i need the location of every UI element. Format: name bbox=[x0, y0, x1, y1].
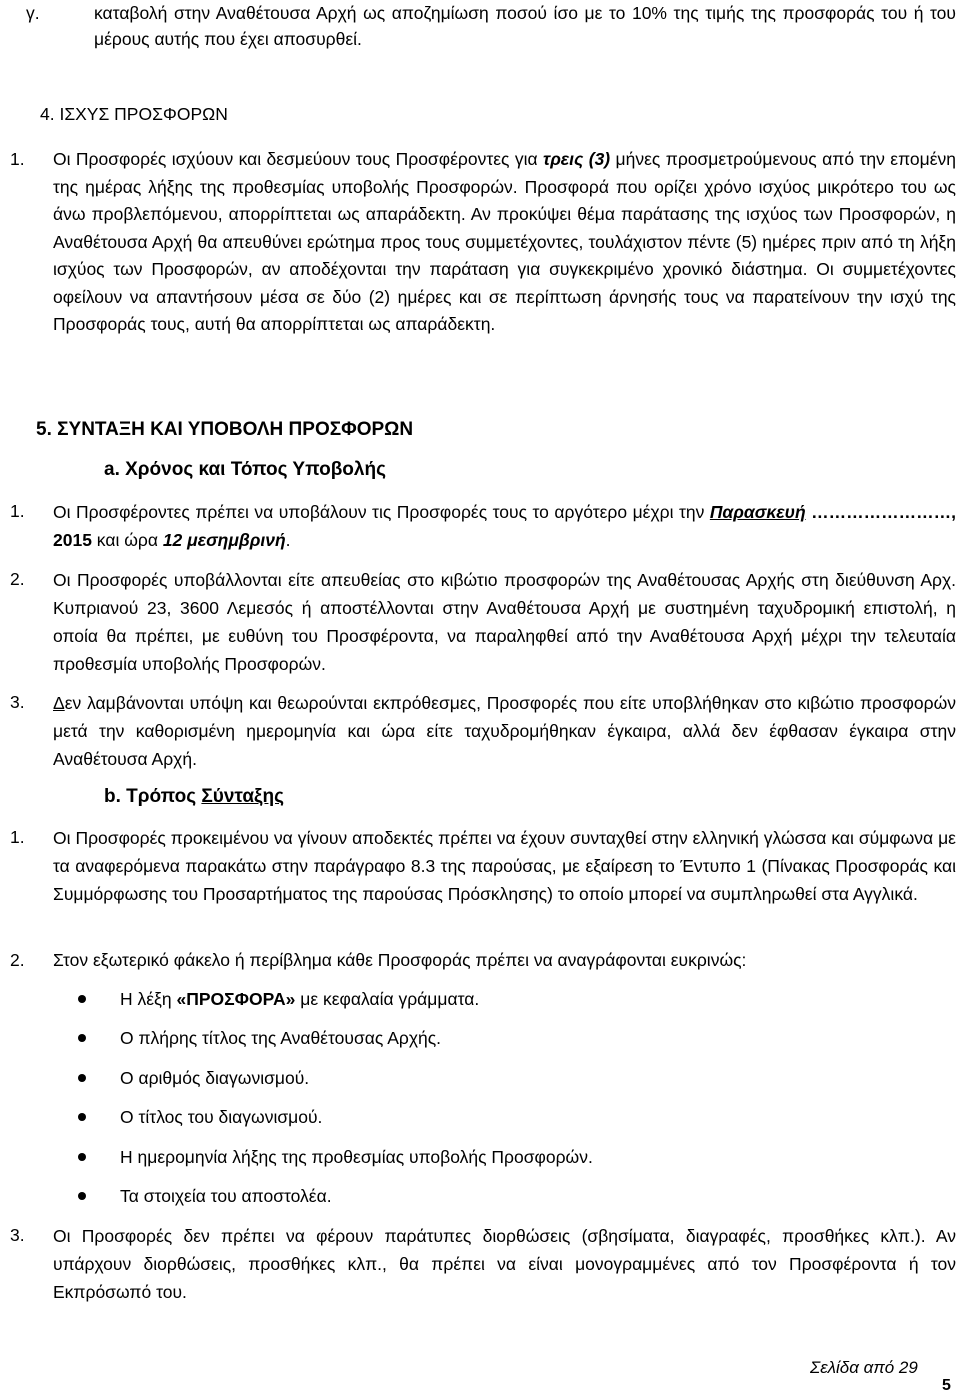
text-span: Σύνταξης bbox=[201, 786, 284, 807]
paragraph-item-c: καταβολή στην Αναθέτουσα Αρχή ως αποζημίωση ποσού ίσο με το 10% της τιμής της προσφοράς του ή του μέρους αυτής που έχει αποσυρθεί. bbox=[94, 3, 956, 49]
paragraph-envelope: Στον εξωτερικό φάκελο ή περίβλημα κάθε Προσφοράς πρέπει να αναγράφονται ευκρινώς: bbox=[53, 950, 747, 970]
list-item: Ο τίτλος του διαγωνισμού. bbox=[120, 1107, 323, 1127]
bullet-icon bbox=[78, 1113, 86, 1121]
item-marker: γ. bbox=[26, 3, 40, 23]
page-number: 5 bbox=[942, 1377, 951, 1394]
list-item: Η ημερομηνία λήξης της προθεσμίας υποβολής Προσφορών. bbox=[120, 1147, 593, 1167]
section-heading-5: 5. ΣΥΝΤΑΞΗ ΚΑΙ ΥΠΟΒΟΛΗ ΠΡΟΣΦΟΡΩΝ bbox=[36, 419, 414, 440]
text-span: b. Τρόπος bbox=[104, 786, 202, 807]
paragraph-corrections: Οι Προσφορές δεν πρέπει να φέρουν παράτυπες διορθώσεις (σβησίματα, διαγραφές, προσθήκες κλπ.). Αν υπάρχουν διορθώσεις, προσθήκες κλπ., θα πρέπει να είναι μονογραμμένες από τον Προσφέροντα ή τον Εκπρόσωπό του. bbox=[53, 1226, 956, 1302]
paragraph-late-offers bbox=[53, 689, 956, 773]
text-span: Η λέξη bbox=[120, 989, 177, 1009]
paragraph-number: 3. bbox=[10, 692, 25, 712]
text-span: Οι Προσφορές ισχύουν και δεσμεύουν τους Προσφέροντες για bbox=[53, 149, 544, 169]
paragraph-validity bbox=[53, 146, 956, 339]
text-span: Οι Προσφέροντες πρέπει να υποβάλουν τις Προσφορές τους το αργότερο μέχρι την bbox=[53, 502, 710, 522]
deadline-year: , 2015 bbox=[53, 502, 956, 550]
paragraph-deadline bbox=[53, 498, 956, 554]
text-span: και ώρα bbox=[91, 530, 163, 550]
paragraph-number: 1. bbox=[10, 501, 25, 521]
bullet-icon bbox=[78, 1192, 86, 1200]
text-span: μήνες προσμετρούμενους από την επομένη της ημέρας λήξης της προθεσμίας υποβολής Προσφορών. Προσφορά που ορίζει χρόνο ισχύος μικρότερο του ως άνω προβλεπόμενου, απορρίπτεται ως απαράδεκτη. Αν προκύψει θέμα παράτασης της ισχύος των Προσφορών, η Αναθέτουσα Αρχή θα απευθύνει ερώτημα προς τους συμμετέχοντες, τουλάχιστον πέντε (5) ημέρες πριν από τη λήξη ισχύος των Προσφορών, αν αποδέχονται την παράταση για συγκεκριμένο χρονικό διάστημα. Οι συμμετέχοντες οφείλουν να απαντήσουν μέσα σε δύο (2) ημέρες και σε περίπτωση άρνησής τους να παρατείνουν την ισχύ της Προσφοράς τους, αυτή θα απορρίπτεται ως απαράδεκτη. bbox=[53, 149, 956, 334]
paragraph-number: 3. bbox=[10, 1225, 25, 1245]
paragraph-number: 1. bbox=[10, 827, 25, 847]
text-span: . bbox=[285, 530, 291, 550]
list-item bbox=[120, 986, 479, 1012]
text-span: με κεφαλαία γράμματα. bbox=[295, 989, 480, 1009]
deadline-date-placeholder: …………………… bbox=[811, 502, 952, 522]
paragraph-language: Οι Προσφορές προκειμένου να γίνουν αποδεκτές πρέπει να έχουν συνταχθεί στην ελληνική γλώσσα και σύμφωνα με τα αναφερόμενα παρακάτω στην παράγραφο 8.3 της παρούσας, με εξαίρεση το Έντυπο 1 (Πίνακας Προσφοράς και Συμμόρφωσης του Προσαρτήματος της παρούσας Πρόσκλησης) το οποίο μπορεί να συμπληρωθεί στα Αγγλικά. bbox=[53, 828, 956, 904]
paragraph-number: 2. bbox=[10, 569, 25, 589]
section-heading-4: 4. ΙΣΧΥΣ ΠΡΟΣΦΟΡΩΝ bbox=[40, 104, 228, 124]
text-span: «ΠΡΟΣΦΟΡΑ» bbox=[176, 989, 296, 1009]
bullet-icon bbox=[78, 995, 86, 1003]
deadline-day: Παρασκευή bbox=[709, 502, 806, 522]
emphasis-text: τρεις (3) bbox=[543, 149, 611, 169]
deadline-time: 12 μεσημβρινή bbox=[162, 530, 286, 550]
subsection-heading-b bbox=[104, 784, 284, 810]
paragraph-submission: Οι Προσφορές υποβάλλονται είτε απευθείας στο κιβώτιο προσφορών της Αναθέτουσας Αρχής στη διεύθυνση Αρχ. Κυπριανού 23, 3600 Λεμεσός ή αποστέλλονται στην Αναθέτουσα Αρχή με συστημένη ταχυδρομική επιστολή, η οποία θα πρέπει, με ευθύνη του Προσφέροντα, να παραληφθεί από την Αναθέτουσα Αρχή μέχρι την τελευταία προθεσμία υποβολής Προσφορών. bbox=[53, 570, 956, 674]
text-span: εν λαμβάνονται υπόψη και θεωρούνται εκπρόθεσμες, Προσφορές που είτε υποβλήθηκαν στο κιβώτιο προσφορών μετά την καθορισμένη ημερομηνία και ώρα είτε ταχυδρομήθηκαν έγκαιρα, αλλά δεν έφθασαν έγκαιρα στην Αναθέτουσα Αρχή. bbox=[53, 693, 956, 769]
bullet-icon bbox=[78, 1074, 86, 1082]
bullet-icon bbox=[78, 1034, 86, 1042]
paragraph-number: 1. bbox=[10, 149, 25, 169]
page-footer-label: Σελίδα από 29 bbox=[810, 1358, 918, 1377]
text-span: Δ bbox=[53, 693, 65, 713]
list-item: Τα στοιχεία του αποστολέα. bbox=[120, 1186, 332, 1206]
list-item: Ο αριθμός διαγωνισμού. bbox=[120, 1068, 310, 1088]
subsection-heading-a: a. Χρόνος και Τόπος Υποβολής bbox=[104, 459, 386, 480]
bullet-icon bbox=[78, 1153, 86, 1161]
paragraph-number: 2. bbox=[10, 950, 25, 970]
list-item: Ο πλήρης τίτλος της Αναθέτουσας Αρχής. bbox=[120, 1028, 442, 1048]
